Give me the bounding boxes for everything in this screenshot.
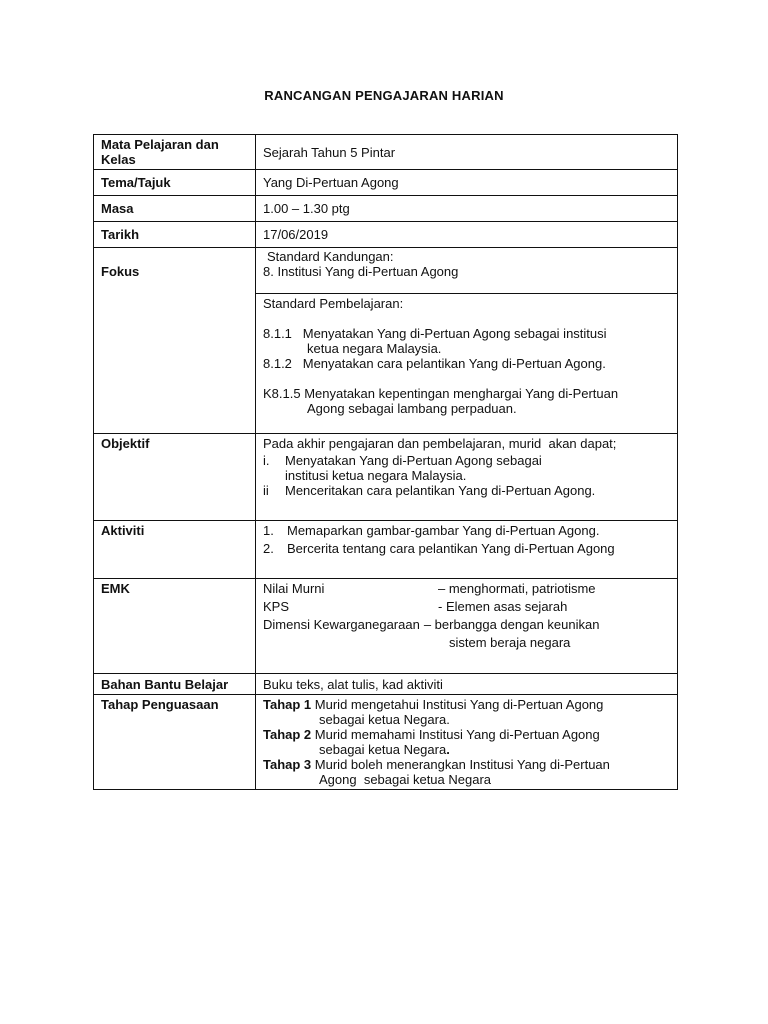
label-fokus bbox=[94, 248, 256, 434]
aktiviti-content bbox=[256, 521, 678, 579]
sp-item-2: 8.1.2 Menyatakan cara pelantikan Yang di-Pertuan Agong. bbox=[263, 356, 606, 371]
row-tema bbox=[94, 170, 678, 196]
tahap-content bbox=[256, 695, 678, 790]
tahap-2-line-2-wrap bbox=[263, 742, 671, 757]
tahap-2-label: Tahap 2 bbox=[263, 727, 312, 742]
aktiviti-2-text: Bercerita tentang cara pelantikan Yang di-Pertuan Agong bbox=[287, 541, 615, 556]
row-tarikh bbox=[94, 222, 678, 248]
row-emk bbox=[94, 579, 678, 674]
row-mata-pelajaran bbox=[94, 135, 678, 170]
sk-item: 8. Institusi Yang di-Pertuan Agong bbox=[263, 264, 459, 279]
tahap-1 bbox=[263, 697, 671, 712]
label-tarikh: Tarikh bbox=[94, 222, 256, 248]
emk-kps-key: KPS bbox=[263, 599, 290, 614]
row-masa bbox=[94, 196, 678, 222]
tahap-2-line-1: Murid memahami Institusi Yang di-Pertuan Agong bbox=[314, 727, 600, 742]
label-masa: Masa bbox=[94, 196, 256, 222]
tahap-2-line-2: sebagai ketua Negara bbox=[319, 742, 447, 757]
row-objektif bbox=[94, 434, 678, 521]
aktiviti-2-num: 2. bbox=[263, 541, 274, 556]
objektif-i-num: i. bbox=[263, 453, 270, 468]
tahap-2-end: . bbox=[446, 742, 450, 757]
aktiviti-1-num: 1. bbox=[263, 523, 274, 538]
page-title: RANCANGAN PENGAJARAN HARIAN bbox=[264, 88, 504, 103]
aktiviti-item-1 bbox=[263, 523, 671, 538]
tahap-1-line-2: sebagai ketua Negara. bbox=[319, 712, 450, 727]
sp-item-1-line-1: 8.1.1 Menyatakan Yang di-Pertuan Agong sebagai institusi bbox=[263, 326, 607, 341]
objektif-content bbox=[256, 434, 678, 521]
label-objektif: Objektif bbox=[94, 434, 256, 521]
lesson-plan-table bbox=[93, 134, 678, 790]
tahap-3-line-2: Agong sebagai ketua Negara bbox=[319, 772, 492, 787]
label-bahan: Bahan Bantu Belajar bbox=[94, 674, 256, 695]
row-tahap bbox=[94, 695, 678, 790]
k-item-line-2: Agong sebagai lambang perpaduan. bbox=[307, 401, 517, 416]
fokus-standard-pembelajaran bbox=[256, 294, 678, 434]
value-mata-pelajaran: Sejarah Tahun 5 Pintar bbox=[256, 135, 678, 170]
emk-dimensi bbox=[263, 617, 671, 632]
tahap-1-label: Tahap 1 bbox=[263, 697, 312, 712]
objektif-item-i bbox=[263, 453, 671, 468]
objektif-i-line-2: institusi ketua negara Malaysia. bbox=[285, 468, 467, 483]
row-bahan bbox=[94, 674, 678, 695]
k-item-line-1: K8.1.5 Menyatakan kepentingan menghargai Yang di-Pertuan bbox=[263, 386, 619, 401]
emk-nilai-key: Nilai Murni bbox=[263, 581, 325, 596]
label-tema: Tema/Tajuk bbox=[94, 170, 256, 196]
label-emk: EMK bbox=[94, 579, 256, 674]
emk-content bbox=[256, 579, 678, 674]
row-fokus-sk bbox=[94, 248, 678, 294]
emk-dimensi-value-2: sistem beraja negara bbox=[449, 635, 571, 650]
sp-item-1-line-2: ketua negara Malaysia. bbox=[307, 341, 442, 356]
row-aktiviti bbox=[94, 521, 678, 579]
emk-dimensi-key: Dimensi Kewarganegaraan bbox=[263, 617, 420, 632]
sk-heading: Standard Kandungan: bbox=[267, 249, 394, 264]
emk-dimensi-value: – berbangga dengan keunikan bbox=[423, 617, 600, 632]
aktiviti-item-2 bbox=[263, 541, 671, 556]
label-aktiviti: Aktiviti bbox=[94, 521, 256, 579]
emk-kps bbox=[263, 599, 671, 614]
tahap-2 bbox=[263, 727, 671, 742]
value-bahan: Buku teks, alat tulis, kad aktiviti bbox=[256, 674, 678, 695]
tahap-3 bbox=[263, 757, 671, 772]
objektif-ii-text: Menceritakan cara pelantikan Yang di-Pertuan Agong. bbox=[285, 483, 596, 498]
tahap-1-line-1: Murid mengetahui Institusi Yang di-Pertuan Agong bbox=[314, 697, 604, 712]
label-mata-pelajaran: Mata Pelajaran dan Kelas bbox=[94, 135, 256, 170]
label-tahap: Tahap Penguasaan bbox=[94, 695, 256, 790]
value-tarikh: 17/06/2019 bbox=[256, 222, 678, 248]
emk-kps-value: - Elemen asas sejarah bbox=[438, 599, 568, 614]
objektif-item-ii bbox=[263, 483, 671, 498]
objektif-i-line-1: Menyatakan Yang di-Pertuan Agong sebagai bbox=[285, 453, 542, 468]
emk-nilai-murni bbox=[263, 581, 671, 596]
aktiviti-1-text: Memaparkan gambar-gambar Yang di-Pertuan Agong. bbox=[287, 523, 600, 538]
label-fokus-text: Fokus bbox=[101, 264, 140, 279]
emk-nilai-value: – menghormati, patriotisme bbox=[438, 581, 596, 596]
value-tema: Yang Di-Pertuan Agong bbox=[256, 170, 678, 196]
sp-heading: Standard Pembelajaran: bbox=[263, 296, 404, 311]
objektif-ii-num: ii bbox=[263, 483, 269, 498]
objektif-intro: Pada akhir pengajaran dan pembelajaran, murid akan dapat; bbox=[263, 436, 617, 451]
tahap-3-line-1: Murid boleh menerangkan Institusi Yang di-Pertuan bbox=[314, 757, 610, 772]
tahap-3-label: Tahap 3 bbox=[263, 757, 312, 772]
value-masa: 1.00 – 1.30 ptg bbox=[256, 196, 678, 222]
fokus-standard-kandungan bbox=[256, 248, 678, 294]
